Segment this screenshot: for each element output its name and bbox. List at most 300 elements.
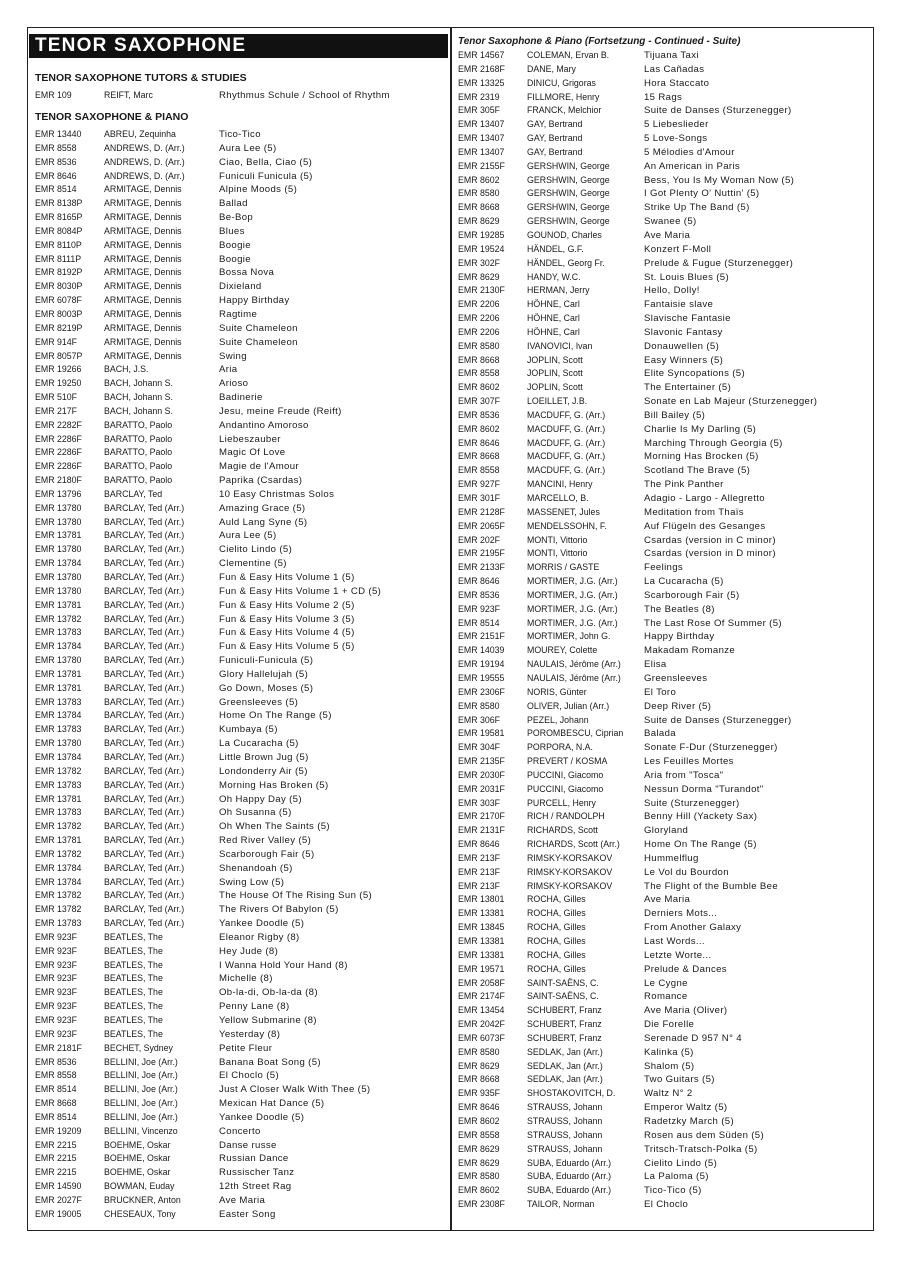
composer-name: IVANOVICI, Ivan (527, 340, 593, 351)
composer-name: BARCLAY, Ted (Arr.) (104, 793, 185, 804)
composer-name: ROCHA, Gilles (527, 922, 586, 933)
composer-name: DINICU, Grigoras (527, 77, 596, 88)
piece-title: Petite Fleur (219, 1042, 273, 1054)
composer-name: ARMITAGE, Dennis (104, 225, 182, 236)
piece-title: Greensleeves (644, 672, 708, 684)
catalog-entry (458, 1143, 817, 1157)
catalog-number: EMR 8646 (458, 1102, 500, 1113)
catalog-entry (35, 253, 381, 267)
composer-name: ARMITAGE, Dennis (104, 239, 182, 250)
catalog-number: EMR 2030F (458, 769, 505, 780)
catalog-entry (458, 160, 817, 174)
catalog-entry (458, 312, 817, 326)
catalog-number: EMR 2215 (35, 1139, 77, 1150)
composer-name: BARCLAY, Ted (Arr.) (104, 530, 185, 541)
catalog-number: EMR 217F (35, 405, 78, 416)
piece-title: Deep River (5) (644, 700, 712, 712)
catalog-entry (35, 1056, 381, 1070)
catalog-number: EMR 6078F (35, 295, 82, 306)
composer-name: MACDUFF, G. (Arr.) (527, 465, 606, 476)
catalog-number: EMR 8084P (35, 225, 83, 236)
composer-name: GAY, Bertrand (527, 119, 583, 130)
catalog-entry (458, 423, 817, 437)
composer-name: BARCLAY, Ted (Arr.) (104, 710, 185, 721)
catalog-number: EMR 927F (458, 479, 501, 490)
left-catalog-list (35, 128, 381, 1222)
composer-name: SCHUBERT, Franz (527, 1005, 602, 1016)
composer-name: BACH, Johann S. (104, 392, 173, 403)
piece-title: Makadam Romanze (644, 645, 736, 657)
piece-title: Bess, You Is My Woman Now (5) (644, 174, 795, 186)
piece-title: Mexican Hat Dance (5) (219, 1098, 325, 1110)
composer-name: ARMITAGE, Dennis (104, 267, 182, 278)
piece-title: Kalinka (5) (644, 1046, 694, 1058)
catalog-number: EMR 8514 (458, 617, 500, 628)
catalog-entry (458, 104, 817, 118)
catalog-entry (458, 409, 817, 423)
catalog-number: EMR 8580 (458, 340, 500, 351)
catalog-number: EMR 935F (458, 1088, 501, 1099)
composer-name: ARMITAGE, Dennis (104, 336, 182, 347)
piece-title: Tritsch-Tratsch-Polka (5) (644, 1143, 758, 1155)
piece-title: Ave Maria (219, 1194, 266, 1206)
composer-name: BELLINI, Joe (Arr.) (104, 1070, 178, 1081)
piece-title: Be-Bop (219, 212, 254, 224)
piece-title: Scotland The Brave (5) (644, 465, 751, 477)
composer-name: JOPLIN, Scott (527, 354, 583, 365)
catalog-entry (458, 91, 817, 105)
composer-name: MACDUFF, G. (Arr.) (527, 423, 606, 434)
composer-name: MONTI, Vittorio (527, 534, 588, 545)
composer-name: ROCHA, Gilles (527, 936, 586, 946)
catalog-entry (35, 613, 381, 627)
catalog-entry (35, 571, 381, 585)
composer-name: SEDLAK, Jan (Arr.) (527, 1060, 603, 1071)
catalog-entry (35, 391, 381, 405)
piece-title: Yesterday (8) (219, 1028, 281, 1040)
catalog-number: EMR 8003P (35, 308, 83, 319)
catalog-entry (35, 1111, 381, 1125)
catalog-number: EMR 2130F (458, 285, 505, 296)
piece-title: The Last Rose Of Summer (5) (644, 617, 782, 629)
piece-title: Banana Boat Song (5) (219, 1056, 321, 1068)
piece-title: Dixieland (219, 281, 262, 293)
piece-title: I Got Plenty O' Nuttin' (5) (644, 188, 760, 200)
composer-name: PEZEL, Johann (527, 714, 589, 725)
catalog-number: EMR 8536 (35, 1056, 77, 1067)
piece-title: Elisa (644, 659, 667, 671)
catalog-entry (35, 737, 381, 751)
catalog-number: EMR 13780 (35, 585, 82, 596)
catalog-entry (35, 1139, 381, 1153)
catalog-entry (458, 769, 817, 783)
composer-name: ARMITAGE, Dennis (104, 212, 182, 223)
piece-title: Suite Chameleon (219, 336, 298, 348)
piece-title: Yankee Doodle (5) (219, 918, 305, 930)
catalog-number: EMR 2168F (458, 63, 505, 74)
composer-name: HERMAN, Jerry (527, 285, 590, 296)
catalog-entry (458, 492, 817, 506)
catalog-entry (458, 367, 817, 381)
piece-title: Gloryland (644, 825, 689, 837)
catalog-entry (35, 377, 381, 391)
catalog-number: EMR 19581 (458, 728, 505, 739)
piece-title: Slavonic Fantasy (644, 326, 723, 338)
piece-title: Eleanor Rigby (8) (219, 931, 300, 943)
catalog-entry (35, 834, 381, 848)
catalog-number: EMR 13783 (35, 627, 82, 638)
catalog-number: EMR 13784 (35, 710, 82, 721)
piece-title: Magic Of Love (219, 447, 286, 459)
piece-title: Yellow Submarine (8) (219, 1015, 317, 1026)
catalog-number: EMR 2286F (35, 447, 82, 458)
composer-name: ROCHA, Gilles (527, 949, 586, 960)
composer-name: ARMITAGE, Dennis (104, 308, 182, 319)
piece-title: Blues (219, 225, 245, 237)
piece-title: Donauwellen (5) (644, 340, 720, 352)
piece-title: Swanee (5) (644, 216, 697, 228)
catalog-entry (458, 437, 817, 451)
catalog-number: EMR 8668 (458, 1074, 500, 1085)
catalog-entry (458, 617, 817, 631)
catalog-number: EMR 13782 (35, 821, 82, 832)
composer-name: OLIVER, Julian (Arr.) (527, 700, 610, 711)
piece-title: 5 Love-Songs (644, 133, 708, 145)
piece-title: El Choclo (5) (219, 1070, 279, 1082)
catalog-entry (35, 460, 381, 474)
piece-title: Home On The Range (5) (219, 710, 332, 722)
catalog-entry (35, 446, 381, 460)
piece-title: Ave Maria (644, 894, 691, 906)
catalog-entry (35, 599, 381, 613)
catalog-number: EMR 13325 (458, 77, 505, 88)
piece-title: Jesu, meine Freude (Reift) (219, 405, 342, 417)
piece-title: Radetzky March (5) (644, 1115, 735, 1127)
piece-title: Derniers Mots... (644, 908, 718, 920)
catalog-entry (458, 1004, 817, 1018)
composer-name: ANDREWS, D. (Arr.) (104, 170, 185, 181)
piece-title: 10 Easy Christmas Solos (219, 488, 335, 500)
catalog-entry (35, 225, 381, 239)
catalog-entry (458, 893, 817, 907)
catalog-number: EMR 8536 (458, 409, 500, 420)
catalog-number: EMR 923F (35, 945, 78, 956)
catalog-entry (35, 793, 381, 807)
composer-name: BARCLAY, Ted (Arr.) (104, 848, 185, 859)
catalog-number: EMR 8030P (35, 281, 83, 292)
piece-title: 12th Street Rag (219, 1181, 292, 1193)
catalog-entry (458, 603, 817, 617)
piece-title: Danse russe (219, 1139, 277, 1151)
composer-name: SAINT-SAËNS, C. (527, 977, 599, 988)
composer-name: BARATTO, Paolo (104, 475, 173, 486)
catalog-number: EMR 19571 (458, 963, 505, 974)
composer-name: BARCLAY, Ted (Arr.) (104, 751, 185, 762)
catalog-number: EMR 2286F (35, 433, 82, 444)
piece-title: Russischer Tanz (219, 1167, 295, 1179)
catalog-entry (35, 668, 381, 682)
catalog-number: EMR 8602 (458, 382, 500, 393)
piece-title: La Cucaracha (5) (644, 576, 724, 588)
composer-name: BARCLAY, Ted (Arr.) (104, 544, 185, 555)
catalog-number: EMR 213F (458, 866, 501, 877)
catalog-number: EMR 13801 (458, 894, 505, 905)
composer-name: GERSHWIN, George (527, 216, 610, 227)
catalog-entry (458, 340, 817, 354)
composer-name: PREVERT / KOSMA (527, 756, 608, 767)
catalog-number: EMR 2135F (458, 756, 505, 767)
catalog-entry (458, 215, 817, 229)
piece-title: Aura Lee (5) (219, 530, 277, 542)
catalog-entry (458, 1184, 817, 1198)
catalog-entry (458, 1115, 817, 1129)
composer-name: BARCLAY, Ted (Arr.) (104, 613, 185, 624)
catalog-entry (458, 755, 817, 769)
composer-name: GOUNOD, Charles (527, 229, 602, 240)
composer-name: BARCLAY, Ted (Arr.) (104, 765, 185, 776)
composer-name: RICHARDS, Scott (Arr.) (527, 839, 620, 850)
composer-name: PORPORA, N.A. (527, 742, 593, 753)
catalog-entry (35, 585, 381, 599)
piece-title: Auf Flügeln des Gesanges (644, 520, 766, 532)
composer-name: ROCHA, Gilles (527, 963, 586, 974)
catalog-entry (458, 1046, 817, 1060)
catalog-number: EMR 2181F (35, 1042, 82, 1053)
catalog-number: EMR 8057P (35, 350, 83, 361)
piece-title: Fun & Easy Hits Volume 3 (5) (219, 613, 355, 625)
composer-name: BARCLAY, Ted (Arr.) (104, 904, 185, 915)
piece-title: Kumbaya (5) (219, 724, 278, 736)
composer-name: GERSHWIN, George (527, 160, 610, 171)
piece-title: Charlie Is My Darling (5) (644, 423, 757, 435)
composer-name: ARMITAGE, Dennis (104, 184, 182, 195)
piece-title: Happy Birthday (644, 631, 715, 643)
composer-name: RICH / RANDOLPH (527, 811, 605, 822)
piece-title: Little Brown Jug (5) (219, 751, 309, 763)
catalog-entry (458, 672, 817, 686)
catalog-number: EMR 2215 (35, 1153, 77, 1164)
catalog-entry (458, 1060, 817, 1074)
catalog-entry (458, 658, 817, 672)
catalog-entry (458, 354, 817, 368)
catalog-number: EMR 13780 (35, 572, 82, 582)
composer-name: BOWMAN, Euday (104, 1181, 175, 1192)
composer-name: RIMSKY-KORSAKOV (527, 852, 613, 863)
catalog-number: EMR 2206 (458, 313, 500, 324)
composer-name: PURCELL, Henry (527, 797, 596, 808)
catalog-entry (35, 945, 381, 959)
composer-name: BARCLAY, Ted (Arr.) (104, 876, 185, 887)
catalog-number: EMR 8602 (458, 1185, 500, 1196)
composer-name: PUCCINI, Giacomo (527, 769, 604, 780)
catalog-entry (35, 848, 381, 862)
composer-name: BARCLAY, Ted (Arr.) (104, 821, 185, 832)
composer-name: GERSHWIN, George (527, 202, 610, 213)
catalog-number: EMR 923F (35, 1015, 78, 1025)
catalog-number: EMR 8602 (458, 1115, 500, 1126)
catalog-number: EMR 8558 (458, 465, 500, 476)
catalog-entry (458, 243, 817, 257)
piece-title: Oh When The Saints (5) (219, 821, 330, 833)
catalog-entry (458, 381, 817, 395)
catalog-entry (35, 1083, 381, 1097)
column-divider (450, 27, 452, 1231)
composer-name: PUCCINI, Giacomo (527, 783, 604, 794)
piece-title: Oh Happy Day (5) (219, 793, 302, 805)
piece-title: Rosen aus dem Süden (5) (644, 1129, 765, 1141)
catalog-number: EMR 13784 (35, 876, 82, 887)
catalog-number: EMR 2174F (458, 991, 505, 1002)
piece-title: Bill Bailey (5) (644, 409, 706, 421)
catalog-entry (35, 183, 381, 197)
composer-name: ANDREWS, D. (Arr.) (104, 156, 185, 167)
catalog-number: EMR 8580 (458, 1046, 500, 1057)
catalog-number: EMR 13784 (35, 558, 82, 569)
piece-title: Cielito Lindo (5) (644, 1157, 718, 1169)
composer-name: STRAUSS, Johann (527, 1143, 603, 1154)
composer-name: BEATLES, The (104, 1028, 163, 1039)
catalog-number: EMR 8646 (458, 576, 500, 587)
catalog-entry (458, 838, 817, 852)
composer-name: BEATLES, The (104, 945, 163, 956)
piece-title: Ob-la-di, Ob-la-da (8) (219, 987, 318, 999)
piece-title: Prelude & Dances (644, 963, 727, 975)
catalog-number: EMR 510F (35, 392, 78, 403)
catalog-entry (458, 257, 817, 271)
catalog-number: EMR 13781 (35, 599, 82, 610)
piece-title: Just A Closer Walk With Thee (5) (219, 1084, 371, 1096)
catalog-number: EMR 14590 (35, 1181, 82, 1192)
piece-title: The House Of The Rising Sun (5) (219, 890, 373, 902)
composer-name: BARCLAY, Ted (Arr.) (104, 655, 185, 666)
composer-name: MONTI, Vittorio (527, 548, 588, 559)
piece-title: Boogie (219, 253, 251, 265)
catalog-number: EMR 2065F (458, 520, 505, 531)
composer-name: BARCLAY, Ted (Arr.) (104, 738, 185, 749)
composer-name: BEATLES, The (104, 987, 163, 998)
piece-title: Hummelflug (644, 852, 699, 864)
catalog-number: EMR 6073F (458, 1032, 505, 1043)
piano-heading: TENOR SAXOPHONE & PIANO (35, 111, 189, 123)
catalog-entry (458, 464, 817, 478)
catalog-number: EMR 8629 (458, 271, 500, 282)
composer-name: BEATLES, The (104, 1001, 163, 1012)
catalog-number: EMR 13781 (35, 668, 82, 679)
catalog-number: EMR 8629 (458, 216, 500, 227)
catalog-number: EMR 8514 (35, 1111, 77, 1122)
composer-name: CHESEAUX, Tony (104, 1208, 176, 1219)
composer-name: NORIS, Günter (527, 686, 587, 697)
catalog-entry (458, 284, 817, 298)
composer-name: SUBA, Eduardo (Arr.) (527, 1157, 612, 1168)
composer-name: BACH, Johann S. (104, 378, 173, 389)
composer-name: BOEHME, Oskar (104, 1139, 171, 1150)
piece-title: An American in Paris (644, 160, 741, 172)
composer-name: MORTIMER, J.G. (Arr.) (527, 603, 618, 614)
composer-name: POROMBESCU, Ciprian (527, 728, 624, 739)
catalog-entry (458, 727, 817, 741)
piece-title: Strike Up The Band (5) (644, 202, 750, 214)
composer-name: MACDUFF, G. (Arr.) (527, 451, 606, 462)
piece-title: Londonderry Air (5) (219, 765, 308, 777)
composer-name: ARMITAGE, Dennis (104, 322, 182, 333)
catalog-entry (35, 170, 381, 184)
catalog-entry (458, 810, 817, 824)
catalog-entry (458, 63, 817, 77)
composer-name: BARCLAY, Ted (Arr.) (104, 890, 185, 901)
composer-name: BELLINI, Vincenzo (104, 1125, 178, 1136)
composer-name: SUBA, Eduardo (Arr.) (527, 1185, 612, 1196)
catalog-entry (35, 197, 381, 211)
composer-name: HÖHNE, Carl (527, 299, 580, 310)
catalog-entry (35, 820, 381, 834)
piece-title: Shalom (5) (644, 1060, 695, 1072)
catalog-entry (458, 174, 817, 188)
catalog-entry (35, 128, 381, 142)
catalog-number: EMR 8646 (458, 839, 500, 850)
catalog-number: EMR 13781 (35, 793, 82, 804)
catalog-entry (458, 866, 817, 880)
catalog-number: EMR 2128F (458, 506, 505, 517)
catalog-entry (35, 405, 381, 419)
catalog-entry (35, 876, 381, 890)
catalog-number: EMR 8536 (458, 589, 500, 600)
catalog-number: EMR 2180F (35, 475, 82, 486)
catalog-entry (458, 949, 817, 963)
composer-name: FRANCK, Melchior (527, 105, 602, 116)
composer-name: TAILOR, Norman (527, 1199, 595, 1210)
catalog-number: EMR 13784 (35, 751, 82, 762)
composer-name: MORRIS / GASTE (527, 562, 600, 573)
catalog-entry (35, 363, 381, 377)
composer-name: JOPLIN, Scott (527, 368, 583, 379)
catalog-number: EMR 19194 (458, 659, 505, 670)
catalog-entry (35, 654, 381, 668)
composer-name: SUBA, Eduardo (Arr.) (527, 1171, 612, 1182)
composer-name: SCHUBERT, Franz (527, 1019, 602, 1030)
catalog-entry (35, 502, 381, 516)
piece-title: Meditation from Thaïs (644, 506, 744, 518)
composer-name: BARCLAY, Ted (Arr.) (104, 807, 185, 818)
composer-name: BECHET, Sydney (104, 1042, 173, 1053)
piece-title: Clementine (5) (219, 558, 287, 570)
catalog-number: EMR 13780 (35, 544, 82, 555)
composer-name: GERSHWIN, George (527, 174, 610, 185)
catalog-entry (458, 229, 817, 243)
composer-name: ANDREWS, D. (Arr.) (104, 142, 185, 153)
piece-title: Morning Has Broken (5) (219, 779, 329, 791)
catalog-entry (458, 547, 817, 561)
piece-title: Elite Syncopations (5) (644, 368, 746, 380)
piece-title: Paprika (Csardas) (219, 475, 303, 487)
catalog-entry (458, 326, 817, 340)
composer-name: BARCLAY, Ted (Arr.) (104, 862, 185, 873)
catalog-number: EMR 303F (458, 797, 501, 808)
catalog-number: EMR 2282F (35, 419, 82, 430)
catalog-number: EMR 2170F (458, 811, 505, 822)
catalog-number: EMR 8558 (35, 142, 77, 153)
catalog-entry (458, 880, 817, 894)
composer-name: COLEMAN, Ervan B. (527, 50, 610, 60)
catalog-number: EMR 2151F (458, 631, 505, 642)
catalog-number: EMR 13782 (35, 613, 82, 624)
catalog-entry (458, 741, 817, 755)
composer-name: ROCHA, Gilles (527, 908, 586, 919)
piece-title: Benny Hill (Yackety Sax) (644, 811, 758, 823)
catalog-number: EMR 13783 (35, 918, 82, 929)
composer-name: GAY, Bertrand (527, 133, 583, 144)
composer-name: STRAUSS, Johann (527, 1115, 603, 1126)
